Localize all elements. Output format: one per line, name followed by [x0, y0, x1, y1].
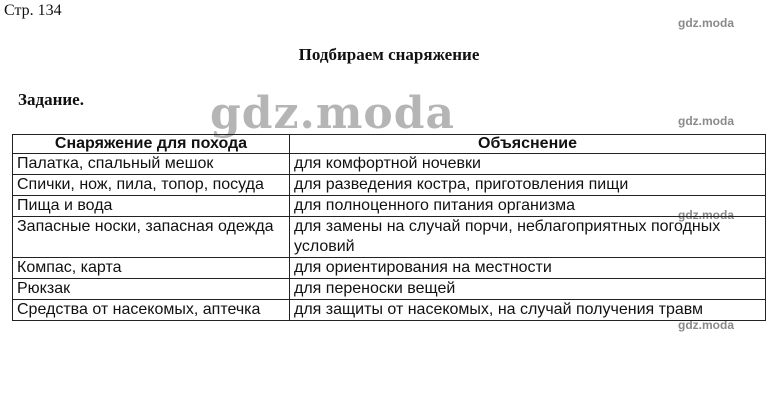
explanation-cell: для ориентирования на местности — [290, 258, 766, 279]
equipment-cell: Средства от насекомых, аптечка — [13, 300, 290, 321]
document-title: Подбираем снаряжение — [298, 45, 480, 64]
table-row — [13, 154, 766, 175]
watermark-logo: gdz.moda — [678, 16, 734, 30]
equipment-cell: Спички, нож, пила, топор, посуда — [13, 175, 290, 196]
table-row — [13, 175, 766, 196]
equipment-cell: Рюкзак — [13, 279, 290, 300]
explanation-cell: для замены на случай порчи, неблагоприятных погодных условий — [290, 217, 766, 258]
watermark-logo: gdz.moda — [678, 318, 734, 332]
explanation-cell: для полноценного питания организма — [290, 196, 766, 217]
table-row — [13, 258, 766, 279]
table-row — [13, 279, 766, 300]
table-row — [13, 300, 766, 321]
explanation-cell: для разведения костра, приготовления пищи — [290, 175, 766, 196]
table-row — [13, 196, 766, 217]
table-header-row — [13, 135, 766, 154]
task-label: Задание. — [18, 90, 84, 109]
table-row — [13, 217, 766, 258]
page-number: Стр. 134 — [4, 2, 62, 19]
equipment-cell: Пища и вода — [13, 196, 290, 217]
watermark-logo: gdz.moda — [678, 208, 734, 222]
explanation-cell: для комфортной ночевки — [290, 154, 766, 175]
column-header-explanation: Объяснение — [290, 135, 766, 154]
column-header-equipment: Снаряжение для похода — [13, 135, 290, 154]
equipment-cell: Палатка, спальный мешок — [13, 154, 290, 175]
watermark-logo-large: gdz.moda — [210, 88, 456, 139]
explanation-cell: для переноски вещей — [290, 279, 766, 300]
watermark-logo: gdz.moda — [678, 114, 734, 128]
equipment-cell: Запасные носки, запасная одежда — [13, 217, 290, 258]
equipment-table — [12, 134, 766, 321]
equipment-cell: Компас, карта — [13, 258, 290, 279]
explanation-cell: для защиты от насекомых, на случай получения травм — [290, 300, 766, 321]
